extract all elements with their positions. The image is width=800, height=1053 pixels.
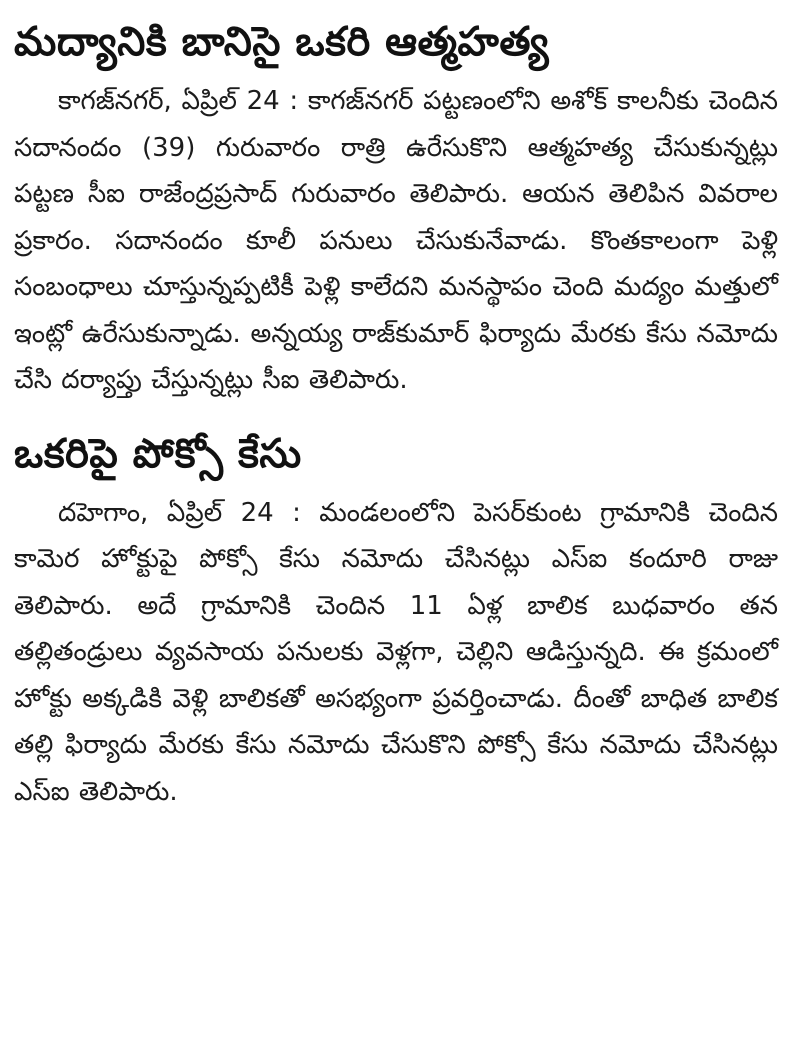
article-headline: ఒకరిపై పోక్సో కేసు xyxy=(14,430,302,477)
article-pocso-case xyxy=(14,418,778,816)
article-headline: మద్యానికి బానిసై ఒకరి ఆత్మహత్య xyxy=(14,19,550,65)
article-suicide xyxy=(14,6,778,404)
article-body: దహెగాం, ఏప్రిల్ 24 : మండలంలోని పెసర్‌కుంట గ్రామానికి చెందిన కామెర హోక్టుపై పోక్సో కేసు నమోదు చేసినట్లు ఎస్ఐ కందూరి రాజు తెలిపారు. అదే గ్రామానికి చెందిన 11 ఏళ్ల బాలిక బుధవారం తన తల్లితండ్రులు వ్యవసాయ పనులకు వెళ్లగా, చెల్లిని ఆడిస్తున్నది. ఈ క్రమంలో హోక్టు అక్కడికి వెళ్లి బాలికతో అసభ్యంగా ప్రవర్తించాడు. దీంతో బాధిత బాలిక తల్లి ఫిర్యాదు మేరకు కేసు నమోదు చేసుకొని పోక్సో కేసు నమోదు చేసినట్లు ఎస్ఐ తెలిపారు. xyxy=(14,497,778,807)
article-body: కాగజ్‌నగర్, ఏప్రిల్ 24 : కాగజ్‌నగర్ పట్టణంలోని అశోక్ కాలనీకు చెందిన సదానందం (39) గురువారం రాత్రి ఉరేసుకొని ఆత్మహత్య చేసుకున్నట్లు పట్టణ సీఐ రాజేంద్రప్రసాద్ గురువారం తెలిపారు. ఆయన తెలిపిన వివరాల ప్రకారం. సదానందం కూలీ పనులు చేసుకునేవాడు. కొంతకాలంగా పెళ్లి సంబంధాలు చూస్తున్నప్పటికీ పెళ్లి కాలేదని మనస్థాపం చెంది మద్యం మత్తులో ఇంట్లో ఉరేసుకున్నాడు. అన్నయ్య రాజ్‌కుమార్ ఫిర్యాదు మేరకు కేసు నమోదు చేసి దర్యాప్తు చేస్తున్నట్లు సీఐ తెలిపారు. xyxy=(14,86,778,395)
